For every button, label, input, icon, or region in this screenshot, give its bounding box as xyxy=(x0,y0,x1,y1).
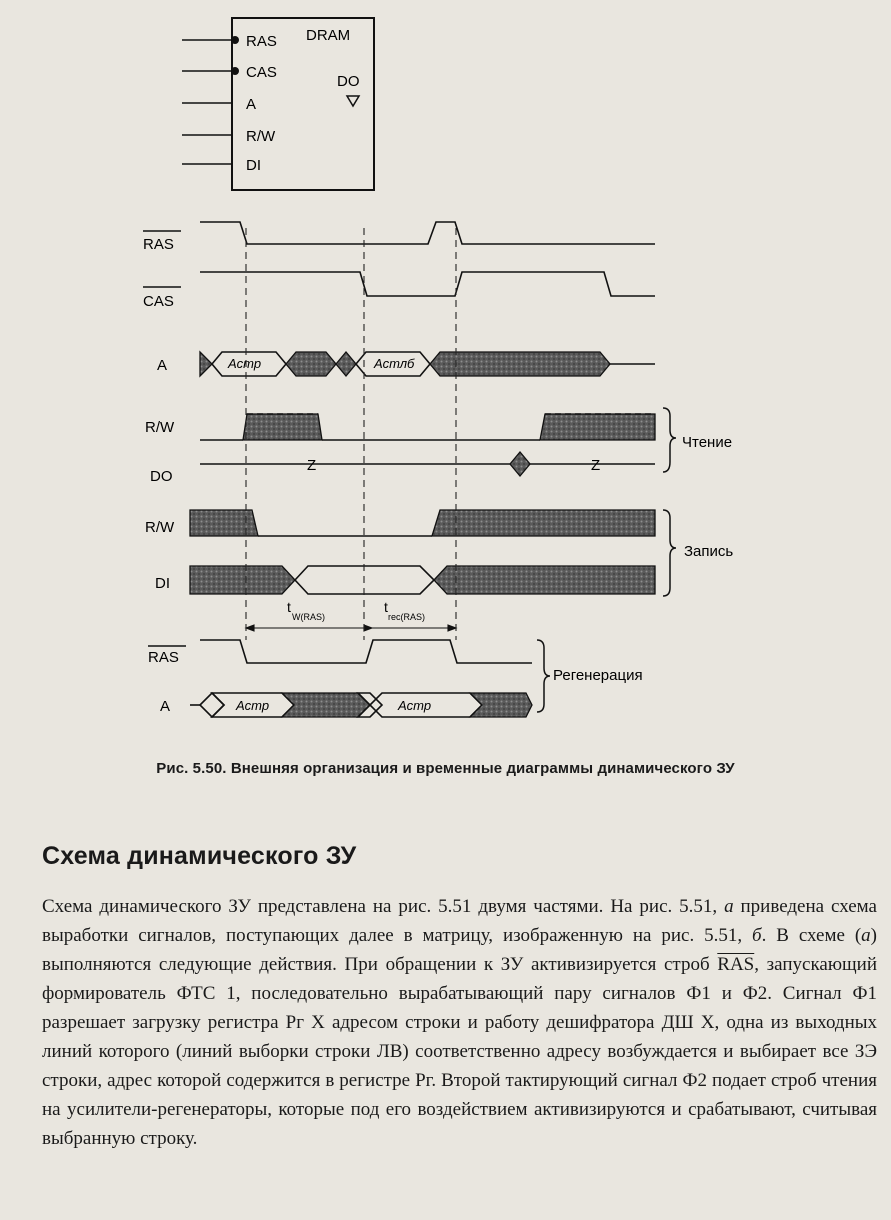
group-label-write: Запись xyxy=(684,543,734,560)
signal-label-rw-write: R/W xyxy=(145,519,175,536)
chip-pin-di: DI xyxy=(246,157,261,174)
para-italic-1: а xyxy=(724,896,734,917)
group-label-read: Чтение xyxy=(682,434,733,451)
di-waveform xyxy=(190,566,655,594)
addr-regen-label-1: Aстр xyxy=(236,698,270,713)
z-label-2: Z xyxy=(591,457,601,474)
addr-col-label: Aстлб xyxy=(374,356,415,371)
addr-regen-label-2: Aстр xyxy=(398,698,432,713)
para-text-1: Схема динамического ЗУ представлена на рис. 5.51 двумя частями. На рис. 5.51, xyxy=(42,896,725,917)
chip-pin-a: A xyxy=(246,96,257,113)
section-heading: Схема динамического ЗУ xyxy=(42,842,357,870)
timing-t2: t xyxy=(384,599,388,615)
timing-t1-sub: W(RAS) xyxy=(292,612,325,622)
chip-pin-rw: R/W xyxy=(246,128,276,145)
para-text-5: , запускающий формирователь ФТС 1, последовательно вырабатывающий пару сигналов Ф1 и Ф2. Сигнал Ф1 разрешает загрузку регистра Рг X адресом строки и работу дешифратора ДШ X, одна из выходных линий которого (линий выборки строки ЛВ) соответственно адресу возбуждается и выбирает все ЗЭ строки, адрес которой содержится в регистре Рг. Второй тактирующий сигнал Ф2 подает строб чтения на усилители-регенераторы, которые под его воздействием активизируются и срабатывают, считывая выбранную строку. xyxy=(42,954,877,1149)
para-ras-signal: $\overline{RAS}$ xyxy=(717,954,755,975)
figure-caption: Рис. 5.50. Внешняя организация и временные диаграммы динамического ЗУ xyxy=(156,760,735,777)
addr-row-label: Aстр xyxy=(228,356,262,371)
group-label-regen: Регенерация xyxy=(553,667,643,684)
rw-read-waveform xyxy=(200,414,655,440)
address-bus xyxy=(200,352,655,376)
chip-pin-cas: CAS xyxy=(246,64,277,81)
signal-label-a-regen: A xyxy=(160,698,171,715)
body-paragraph xyxy=(42,892,877,1153)
para-text-3: . В схеме ( xyxy=(761,925,862,946)
dram-chip xyxy=(182,18,374,190)
timing-t2-sub: rec(RAS) xyxy=(388,612,426,622)
chip-name: DRAM xyxy=(306,27,351,44)
z-label-1: Z xyxy=(307,457,317,474)
signal-label-di: DI xyxy=(155,575,170,592)
ras-regen-waveform xyxy=(200,640,532,663)
chip-pin-do: DO xyxy=(337,73,360,90)
rw-write-waveform xyxy=(190,510,655,536)
signal-label-ras-regen: RAS xyxy=(148,649,179,666)
cas-waveform xyxy=(200,272,655,296)
do-waveform xyxy=(200,452,655,476)
signal-label-cas: CAS xyxy=(143,293,174,310)
timing-dimension xyxy=(246,625,456,631)
para-text-2: приведена схема выработки сигналов, поступающих далее в матрицу, изображенную на рис. 5.51, xyxy=(42,896,877,946)
signal-label-a: A xyxy=(157,357,168,374)
para-text-4: ) выполняются следующие действия. При обращении к ЗУ активизируется строб xyxy=(42,925,877,975)
ras-waveform xyxy=(200,222,655,244)
timing-t1: t xyxy=(287,599,291,615)
tristate-output-icon xyxy=(347,96,359,106)
signal-label-do: DO xyxy=(150,468,173,485)
signal-label-rw-read: R/W xyxy=(145,419,175,436)
chip-pin-ras: RAS xyxy=(246,33,277,50)
signal-label-ras: RAS xyxy=(143,236,174,253)
para-italic-2: б xyxy=(752,925,762,946)
para-italic-3: а xyxy=(861,925,871,946)
